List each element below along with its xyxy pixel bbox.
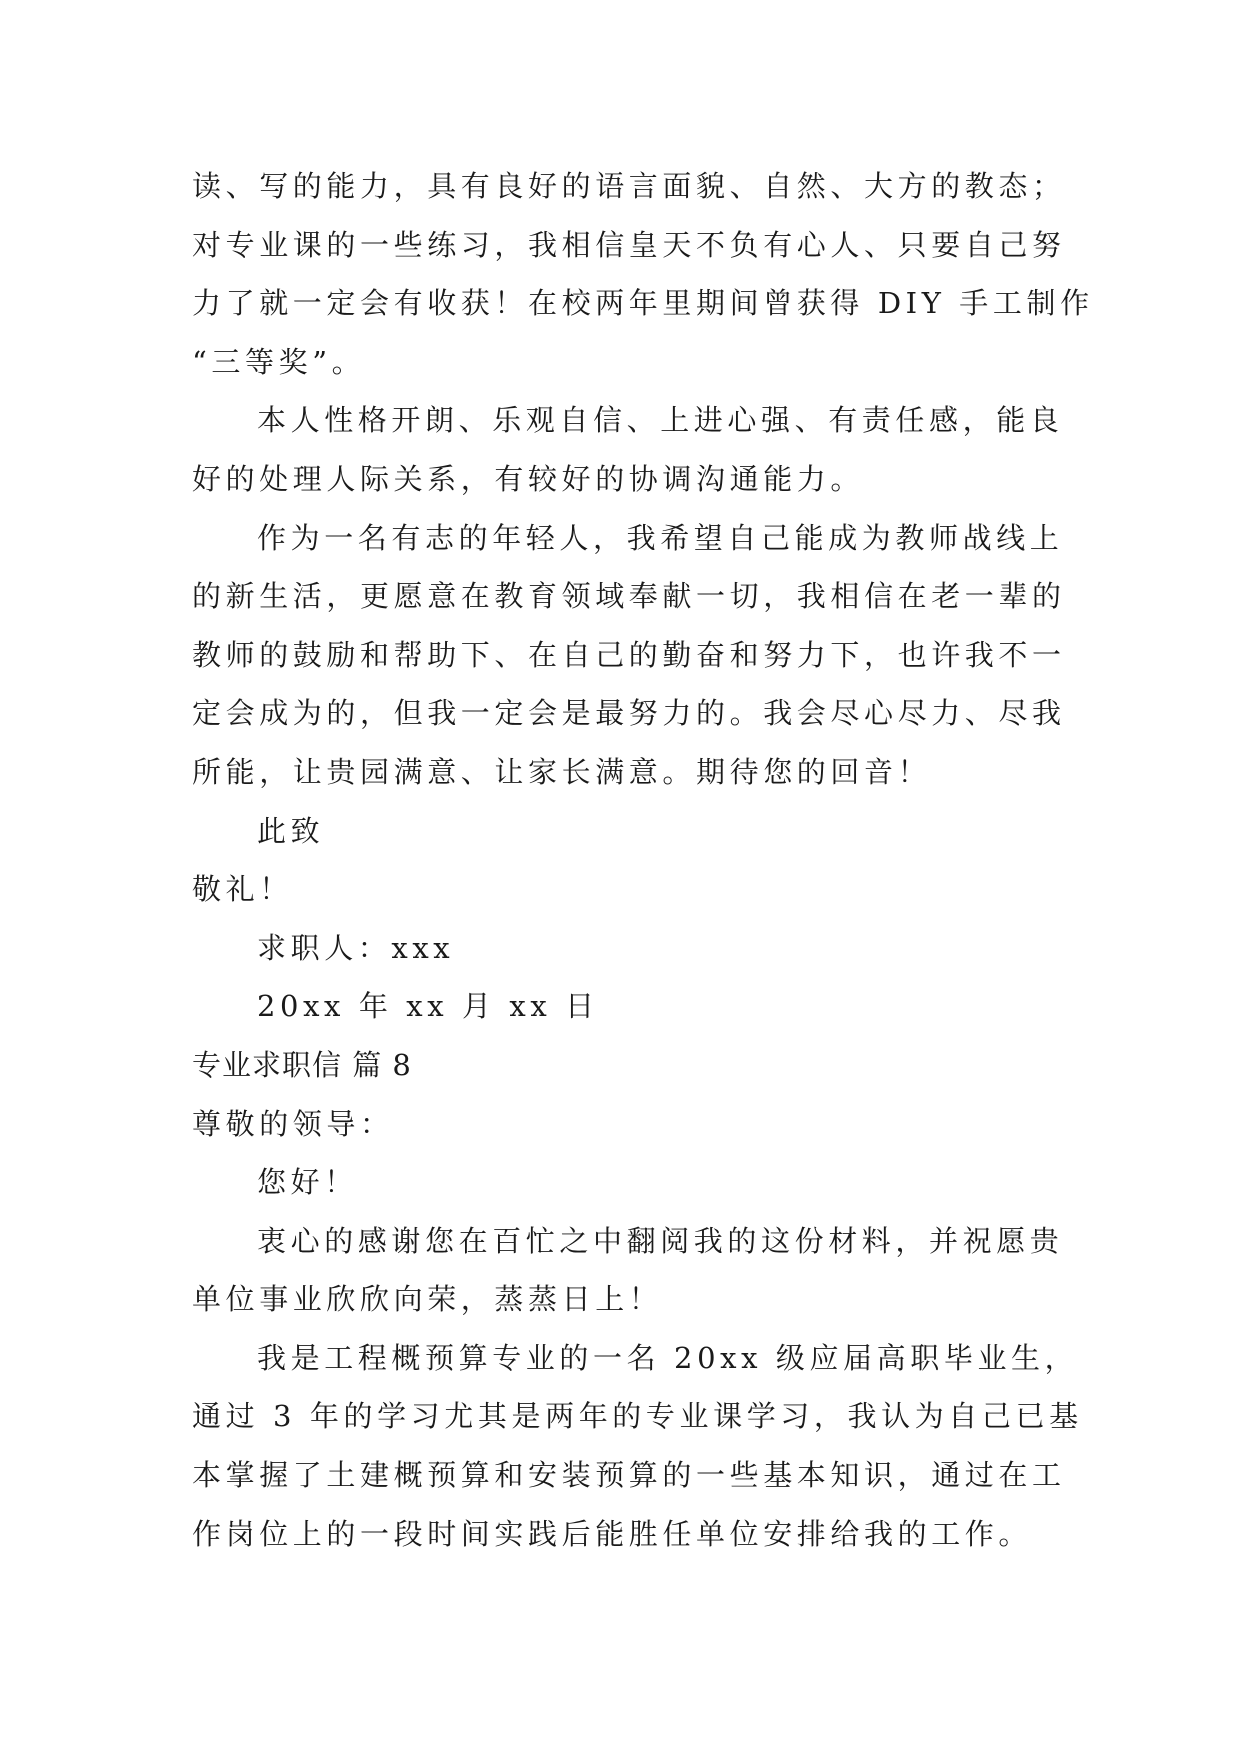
greeting-line: 尊敬的领导： <box>192 1106 394 1141</box>
closing-line: 此致 <box>257 813 325 848</box>
document-body <box>192 157 1094 1563</box>
paragraph-line: 作岗位上的一段时间实践后能胜任单位安排给我的工作。 <box>192 1516 1033 1551</box>
paragraph-line: 力了就一定会有收获！在校两年里期间曾获得 DIY 手工制作 <box>192 286 1094 321</box>
paragraph-line: 本掌握了土建概预算和安装预算的一些基本知识，通过在工 <box>192 1458 1066 1493</box>
signature-date: 20xx 年 xx 月 xx 日 <box>257 989 599 1024</box>
paragraph-line: 单位事业欣欣向荣，蒸蒸日上！ <box>192 1282 663 1317</box>
paragraph-line: 作为一名有志的年轻人，我希望自己能成为教师战线上 <box>257 520 1064 555</box>
paragraph-line: 对专业课的一些练习，我相信皇天不负有心人、只要自己努 <box>192 227 1066 262</box>
signature-name: 求职人：xxx <box>257 930 455 965</box>
paragraph-line: 所能，让贵园满意、让家长满意。期待您的回音！ <box>192 754 932 789</box>
salutation-line: 敬礼！ <box>192 872 293 907</box>
paragraph-line: 教师的鼓励和帮助下、在自己的勤奋和努力下，也许我不一 <box>192 637 1066 672</box>
paragraph-line: 好的处理人际关系，有较好的协调沟通能力。 <box>192 461 865 496</box>
section-heading: 专业求职信 篇 8 <box>192 1047 412 1082</box>
paragraph-line: 的新生活，更愿意在教育领域奉献一切，我相信在老一辈的 <box>192 579 1066 614</box>
paragraph-line: 衷心的感谢您在百忙之中翻阅我的这份材料，并祝愿贵 <box>257 1223 1064 1258</box>
paragraph-line: 通过 3 年的学习尤其是两年的专业课学习，我认为自己已基 <box>192 1399 1083 1434</box>
greeting-hello: 您好！ <box>257 1165 358 1200</box>
paragraph-line: 本人性格开朗、乐观自信、上进心强、有责任感，能良 <box>257 403 1064 438</box>
paragraph-line: 定会成为的，但我一定会是最努力的。我会尽心尽力、尽我 <box>192 696 1066 731</box>
paragraph-line: 读、写的能力，具有良好的语言面貌、自然、大方的教态； <box>192 169 1066 203</box>
paragraph-line: 我是工程概预算专业的一名 20xx 级应届高职毕业生， <box>257 1340 1079 1375</box>
paragraph-line: “三等奖”。 <box>192 344 366 379</box>
